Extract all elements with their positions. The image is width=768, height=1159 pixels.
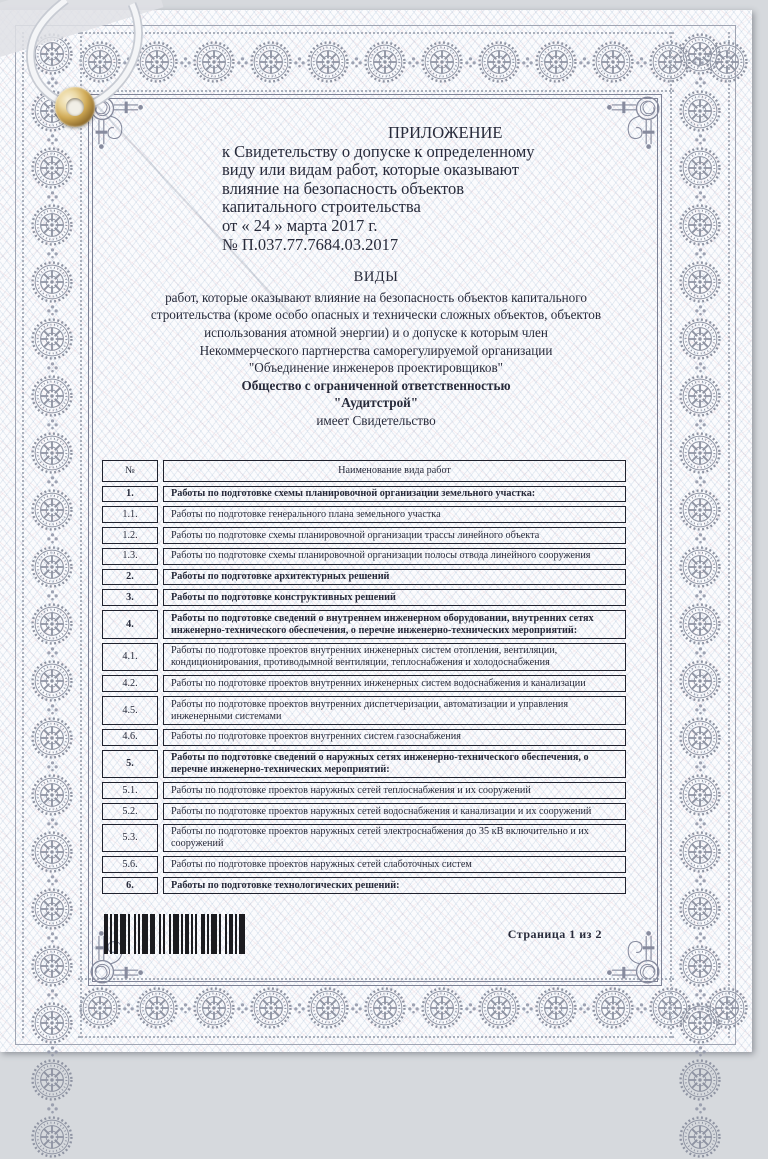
cluster-ornament-icon — [521, 1002, 534, 1015]
cluster-ornament-icon — [694, 703, 707, 716]
cluster-ornament-icon — [350, 1002, 363, 1015]
rosette-icon — [678, 716, 722, 760]
cluster-ornament-icon — [694, 931, 707, 944]
header-line: влияние на безопасность объектов — [222, 178, 465, 198]
cluster-ornament-icon — [46, 817, 59, 830]
intro-line: строительства (кроме особо опасных и технически сложных объектов, объектов — [150, 307, 602, 323]
rosette-icon — [678, 374, 722, 418]
footer-row — [96, 914, 656, 954]
rosette-icon — [30, 830, 74, 874]
rosette-icon — [678, 830, 722, 874]
cluster-ornament-icon — [46, 304, 59, 317]
cluster-ornament-icon — [122, 56, 135, 69]
table-row — [102, 856, 626, 873]
grommet-eyelet-icon — [55, 87, 95, 127]
cluster-ornament-icon — [236, 56, 249, 69]
table-row — [102, 589, 626, 606]
cluster-ornament-icon — [694, 418, 707, 431]
row-number-cell: 5.2. — [102, 803, 158, 820]
table-row — [102, 506, 626, 523]
row-number-cell: 4.5. — [102, 696, 158, 725]
ornamental-border-right — [670, 32, 730, 1038]
cluster-ornament-icon — [694, 589, 707, 602]
cluster-ornament-icon — [46, 760, 59, 773]
cluster-ornament-icon — [578, 1002, 591, 1015]
cluster-ornament-icon — [694, 817, 707, 830]
rosette-icon — [30, 203, 74, 247]
column-header-number: № — [102, 460, 158, 482]
rosette-icon — [678, 545, 722, 589]
cluster-ornament-icon — [46, 133, 59, 146]
table-header-row — [102, 460, 626, 482]
row-number-cell: 1. — [102, 486, 158, 503]
ornamental-border-top — [78, 32, 674, 92]
intro-line: "Аудитстрой" — [333, 395, 419, 411]
cluster-ornament-icon — [179, 56, 192, 69]
rosette-icon — [678, 431, 722, 475]
cluster-ornament-icon — [694, 475, 707, 488]
cluster-ornament-icon — [635, 1002, 648, 1015]
rosette-icon — [678, 32, 722, 76]
cluster-ornament-icon — [694, 247, 707, 260]
cluster-ornament-icon — [46, 931, 59, 944]
row-number-cell: 2. — [102, 569, 158, 586]
intro-line: использования атомной энергии) и о допуске к которым член — [204, 324, 548, 340]
intro-line: Общество с ограниченной ответственностью — [241, 377, 511, 393]
rosette-icon — [249, 40, 293, 84]
row-number-cell: 1.3. — [102, 548, 158, 565]
rosette-icon — [678, 317, 722, 361]
row-number-cell: 5. — [102, 750, 158, 779]
rosette-icon — [678, 1115, 722, 1159]
cluster-ornament-icon — [694, 874, 707, 887]
table-row — [102, 803, 626, 820]
row-name-cell: Работы по подготовке генерального плана земельного участка — [163, 506, 626, 523]
rosette-icon — [678, 1058, 722, 1102]
barcode-icon — [104, 914, 252, 954]
row-name-cell: Работы по подготовке проектов внутренних систем газоснабжения — [163, 729, 626, 746]
cluster-ornament-icon — [46, 874, 59, 887]
rosette-icon — [534, 986, 578, 1030]
row-name-cell: Работы по подготовке схемы планировочной организации земельного участка: — [163, 486, 626, 503]
intro-line: работ, которые оказывают влияние на безопасность объектов капитального — [165, 289, 587, 305]
intro-line: "Объединение инженеров проектировщиков" — [248, 360, 504, 376]
row-name-cell: Работы по подготовке проектов внутренних диспетчеризации, автоматизации и управления инженерными системами — [163, 696, 626, 725]
cluster-ornament-icon — [46, 1102, 59, 1115]
intro-line: имеет Свидетельство — [316, 412, 436, 428]
rosette-icon — [192, 986, 236, 1030]
rosette-icon — [306, 986, 350, 1030]
cluster-ornament-icon — [694, 760, 707, 773]
cluster-ornament-icon — [694, 190, 707, 203]
row-name-cell: Работы по подготовке сведений о внутреннем инженерном оборудовании, внутренних сетях инженерно-технического обеспечения, о перечне инженерно-технических мероприятий: — [163, 610, 626, 639]
row-name-cell: Работы по подготовке конструктивных решений — [163, 589, 626, 606]
header-line: капитального строительства — [222, 197, 421, 217]
header-line: от « 24 » марта 2017 г. — [222, 215, 378, 235]
table-row — [102, 782, 626, 799]
header-line: к Свидетельству о допуске к определенному — [222, 141, 535, 161]
rosette-icon — [591, 986, 635, 1030]
rosette-icon — [30, 1001, 74, 1045]
cluster-ornament-icon — [694, 304, 707, 317]
rosette-icon — [477, 40, 521, 84]
cluster-ornament-icon — [694, 361, 707, 374]
cluster-ornament-icon — [407, 56, 420, 69]
cluster-ornament-icon — [46, 532, 59, 545]
rosette-icon — [678, 488, 722, 532]
row-name-cell: Работы по подготовке проектов наружных сетей электроснабжения до 35 кВ включительно и их сооружений — [163, 824, 626, 853]
rosette-icon — [192, 40, 236, 84]
cluster-ornament-icon — [521, 56, 534, 69]
rosette-icon — [363, 40, 407, 84]
rosette-icon — [249, 986, 293, 1030]
row-number-cell: 5.1. — [102, 782, 158, 799]
rosette-icon — [678, 602, 722, 646]
ornamental-border-bottom — [78, 978, 674, 1038]
row-number-cell: 4.6. — [102, 729, 158, 746]
rosette-icon — [678, 260, 722, 304]
row-name-cell: Работы по подготовке сведений о наружных сетях инженерно-технического обеспечения, о перечне инженерно-технических мероприятий: — [163, 750, 626, 779]
cluster-ornament-icon — [46, 76, 59, 89]
table-row — [102, 569, 626, 586]
cluster-ornament-icon — [46, 703, 59, 716]
row-number-cell: 4. — [102, 610, 158, 639]
document-content — [96, 124, 656, 954]
cluster-ornament-icon — [236, 1002, 249, 1015]
ornamental-border-left — [22, 32, 82, 1038]
rosette-icon — [30, 317, 74, 361]
cluster-ornament-icon — [694, 1102, 707, 1115]
header-line: виду или видам работ, которые оказывают — [222, 160, 519, 180]
header-line: № П.037.77.7684.03.2017 — [222, 234, 399, 254]
cluster-ornament-icon — [46, 475, 59, 488]
row-number-cell: 1.2. — [102, 527, 158, 544]
rosette-icon — [30, 260, 74, 304]
table-row — [102, 486, 626, 503]
rosette-icon — [678, 944, 722, 988]
cluster-ornament-icon — [578, 56, 591, 69]
rosette-icon — [30, 431, 74, 475]
table-row — [102, 729, 626, 746]
row-name-cell: Работы по подготовке проектов наружных сетей слаботочных систем — [163, 856, 626, 873]
table-row — [102, 548, 626, 565]
table-row — [102, 643, 626, 672]
rosette-icon — [678, 1001, 722, 1045]
rosette-icon — [30, 602, 74, 646]
table-row — [102, 610, 626, 639]
rosette-icon — [306, 40, 350, 84]
cluster-ornament-icon — [122, 1002, 135, 1015]
rosette-icon — [678, 659, 722, 703]
certificate-page — [0, 10, 752, 1052]
rosette-icon — [135, 986, 179, 1030]
table-row — [102, 824, 626, 853]
row-number-cell: 1.1. — [102, 506, 158, 523]
rosette-icon — [78, 40, 122, 84]
rosette-icon — [30, 488, 74, 532]
rosette-icon — [30, 944, 74, 988]
row-number-cell: 4.2. — [102, 675, 158, 692]
rosette-icon — [420, 986, 464, 1030]
row-number-cell: 3. — [102, 589, 158, 606]
table-row — [102, 750, 626, 779]
cluster-ornament-icon — [46, 988, 59, 1001]
column-header-name: Наименование вида работ — [163, 460, 626, 482]
cluster-ornament-icon — [179, 1002, 192, 1015]
rosette-icon — [678, 89, 722, 133]
rosette-icon — [678, 773, 722, 817]
rosette-icon — [30, 773, 74, 817]
rosette-icon — [135, 40, 179, 84]
rosette-icon — [591, 40, 635, 84]
cluster-ornament-icon — [293, 56, 306, 69]
rosette-icon — [30, 1058, 74, 1102]
row-number-cell: 5.3. — [102, 824, 158, 853]
rosette-icon — [30, 545, 74, 589]
cluster-ornament-icon — [46, 589, 59, 602]
rosette-icon — [477, 986, 521, 1030]
cluster-ornament-icon — [694, 532, 707, 545]
cluster-ornament-icon — [293, 1002, 306, 1015]
table-row — [102, 675, 626, 692]
works-table — [97, 456, 631, 899]
table-row — [102, 527, 626, 544]
row-number-cell: 5.6. — [102, 856, 158, 873]
table-row — [102, 877, 626, 894]
rosette-icon — [678, 887, 722, 931]
rosette-icon — [30, 374, 74, 418]
cluster-ornament-icon — [46, 1045, 59, 1058]
rosette-icon — [534, 40, 578, 84]
row-name-cell: Работы по подготовке проектов наружных сетей водоснабжения и канализации и их сооружений — [163, 803, 626, 820]
rosette-icon — [420, 40, 464, 84]
rosette-icon — [678, 146, 722, 190]
cluster-ornament-icon — [407, 1002, 420, 1015]
cluster-ornament-icon — [464, 1002, 477, 1015]
page-indicator: Страница 1 из 2 — [507, 926, 602, 941]
cluster-ornament-icon — [46, 247, 59, 260]
cluster-ornament-icon — [46, 646, 59, 659]
cluster-ornament-icon — [694, 1045, 707, 1058]
rosette-icon — [78, 986, 122, 1030]
row-name-cell: Работы по подготовке проектов наружных сетей теплоснабжения и их сооружений — [163, 782, 626, 799]
row-name-cell: Работы по подготовке схемы планировочной организации полосы отвода линейного сооружения — [163, 548, 626, 565]
rosette-icon — [30, 716, 74, 760]
rosette-icon — [30, 1115, 74, 1159]
cluster-ornament-icon — [350, 56, 363, 69]
row-name-cell: Работы по подготовке схемы планировочной организации трассы линейного объекта — [163, 527, 626, 544]
appendix-header — [96, 124, 656, 254]
cluster-ornament-icon — [635, 56, 648, 69]
table-row — [102, 696, 626, 725]
rosette-icon — [30, 659, 74, 703]
rosette-icon — [678, 203, 722, 247]
cluster-ornament-icon — [694, 76, 707, 89]
cluster-ornament-icon — [46, 418, 59, 431]
cluster-ornament-icon — [694, 988, 707, 1001]
row-name-cell: Работы по подготовке проектов внутренних инженерных систем отопления, вентиляции, кондиционирования, противодымной вентиляции, теплоснабжения и холодоснабжения — [163, 643, 626, 672]
rosette-icon — [30, 146, 74, 190]
cluster-ornament-icon — [46, 190, 59, 203]
cluster-ornament-icon — [694, 646, 707, 659]
rosette-icon — [363, 986, 407, 1030]
rosette-icon — [30, 887, 74, 931]
intro-line: Некоммерческого партнерства саморегулируемой организации — [199, 342, 553, 358]
cluster-ornament-icon — [464, 56, 477, 69]
row-name-cell: Работы по подготовке архитектурных решений — [163, 569, 626, 586]
row-name-cell: Работы по подготовке технологических решений: — [163, 877, 626, 894]
row-number-cell: 6. — [102, 877, 158, 894]
works-intro — [96, 269, 656, 429]
row-number-cell: 4.1. — [102, 643, 158, 672]
section-title-vidy: ВИДЫ — [353, 269, 399, 286]
appendix-title: ПРИЛОЖЕНИЕ — [388, 123, 503, 142]
cluster-ornament-icon — [694, 133, 707, 146]
cluster-ornament-icon — [46, 361, 59, 374]
row-name-cell: Работы по подготовке проектов внутренних инженерных систем водоснабжения и канализации — [163, 675, 626, 692]
